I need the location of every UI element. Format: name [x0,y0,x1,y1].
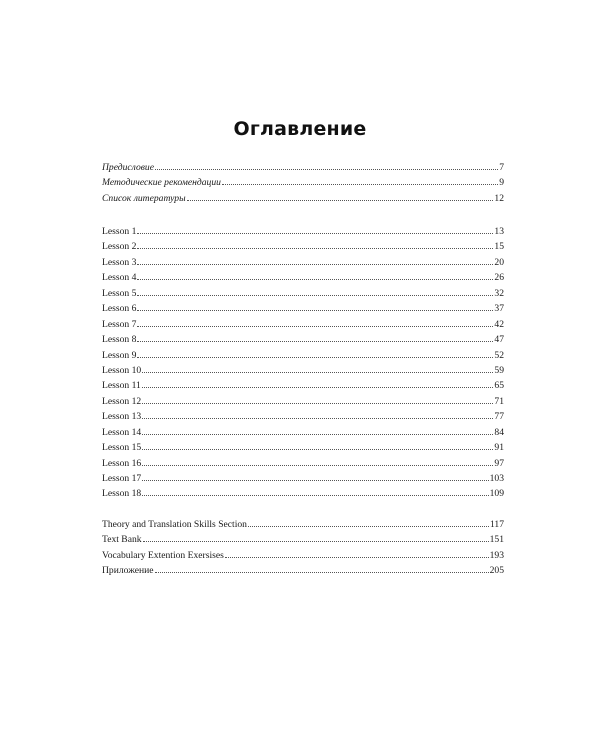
dot-leader [155,572,489,573]
toc-entry-theory-section [102,517,504,532]
toc-entry-page: 47 [494,334,504,346]
toc-entry-lesson-4 [102,270,504,285]
toc-entry-label: Lesson 10 [102,364,142,376]
toc-entry-label: Lesson 4 [102,272,137,284]
toc-entry-lesson-13 [102,409,504,424]
toc-entry-preface [102,160,504,175]
dot-leader [137,264,493,265]
toc-entry-page: 151 [489,534,504,546]
dot-leader [142,403,493,404]
toc-entry-lesson-17 [102,471,504,486]
dot-leader [143,541,489,542]
dot-leader [137,310,493,311]
toc-entry-page: 77 [494,411,504,423]
toc-entry-lesson-6 [102,301,504,316]
toc-entry-label: Список литературы [102,192,186,204]
dot-leader [142,418,493,419]
toc-back-matter [102,517,504,579]
toc-entry-page: 32 [494,287,504,299]
toc-entry-page: 103 [489,473,504,484]
toc-entry-lesson-18 [102,486,504,501]
toc-entry-label: Lesson 3 [102,256,137,268]
toc-entry-text-bank [102,532,504,547]
toc-entry-page: 7 [499,162,504,173]
toc-front-matter [102,160,504,206]
toc-entry-label: Theory and Translation Skills Section [102,519,247,530]
dot-leader [142,434,493,435]
toc-entry-page: 59 [494,364,504,376]
toc-entry-label: Lesson 9 [102,349,137,361]
dot-leader [142,480,488,481]
dot-leader [137,279,493,280]
dot-leader [187,200,494,201]
toc-entry-bibliography [102,191,504,206]
toc-entry-label: Lesson 6 [102,303,137,315]
toc-entry-label: Lesson 16 [102,457,142,469]
toc-entry-page: 26 [494,272,504,284]
toc-entry-label: Lesson 14 [102,426,142,438]
toc-entry-label: Lesson 17 [102,473,142,484]
toc-entry-page: 84 [494,426,504,438]
toc-entry-page: 65 [494,380,504,392]
toc-entry-label: Lesson 15 [102,442,142,454]
dot-leader [222,184,498,185]
toc-entry-label: Lesson 11 [102,380,141,392]
toc-entry-label: Методические рекомендации [102,177,221,189]
toc-entry-label: Vocabulary Extention Exersises [102,549,224,561]
toc-entry-lesson-10 [102,363,504,378]
toc-entry-label: Lesson 5 [102,287,137,299]
dot-leader [142,449,493,450]
toc-entry-page: 97 [494,457,504,469]
toc-entry-lesson-15 [102,440,504,455]
dot-leader [137,248,493,249]
toc-entry-label: Предисловие [102,162,154,173]
toc-entry-label: Lesson 12 [102,395,142,407]
toc-entry-lesson-8 [102,332,504,347]
toc-entry-lesson-2 [102,239,504,254]
toc-entry-page: 20 [494,256,504,268]
toc-lessons [102,224,504,502]
dot-leader [142,465,493,466]
dot-leader [137,233,493,234]
dot-leader [137,326,493,327]
toc-entry-label: Lesson 1 [102,226,137,237]
toc-entry-page: 71 [494,395,504,407]
toc-entry-lesson-9 [102,348,504,363]
toc-entry-page: 117 [489,519,504,530]
toc-entry-page: 9 [499,177,504,189]
dot-leader [137,357,493,358]
dot-leader [137,295,493,296]
toc-entry-page: 12 [494,192,504,204]
dot-leader [142,495,488,496]
toc-entry-page: 42 [494,318,504,330]
toc-entry-lesson-14 [102,425,504,440]
dot-leader [248,526,489,527]
toc-entry-page: 109 [489,488,504,500]
dot-leader [142,372,493,373]
toc-entry-label: Lesson 2 [102,241,137,253]
toc-entry-page: 205 [489,565,504,577]
toc-entry-page: 52 [494,349,504,361]
toc-entry-vocabulary-exercises [102,548,504,563]
toc-entry-page: 37 [494,303,504,315]
toc-entry-label: Lesson 13 [102,411,142,423]
toc-entry-lesson-3 [102,255,504,270]
toc-entry-guidelines [102,175,504,190]
toc-entry-page: 13 [494,226,504,237]
dot-leader [225,557,489,558]
toc-entry-lesson-7 [102,317,504,332]
toc-entry-label: Lesson 8 [102,334,137,346]
toc-entry-label: Text Bank [102,534,142,546]
toc-entry-page: 15 [494,241,504,253]
toc-entry-page: 193 [489,549,504,561]
page-title: Оглавление [233,118,367,140]
dot-leader [137,341,493,342]
toc-entry-lesson-1 [102,224,504,239]
dot-leader [142,387,494,388]
toc-entry-label: Lesson 7 [102,318,137,330]
toc-entry-lesson-12 [102,394,504,409]
toc-entry-page: 91 [494,442,504,454]
toc-entry-lesson-16 [102,456,504,471]
toc-entry-appendix [102,563,504,578]
toc-entry-lesson-11 [102,378,504,393]
toc-entry-label: Приложение [102,565,154,577]
toc-entry-label: Lesson 18 [102,488,142,500]
toc-entry-lesson-5 [102,286,504,301]
dot-leader [155,169,498,170]
